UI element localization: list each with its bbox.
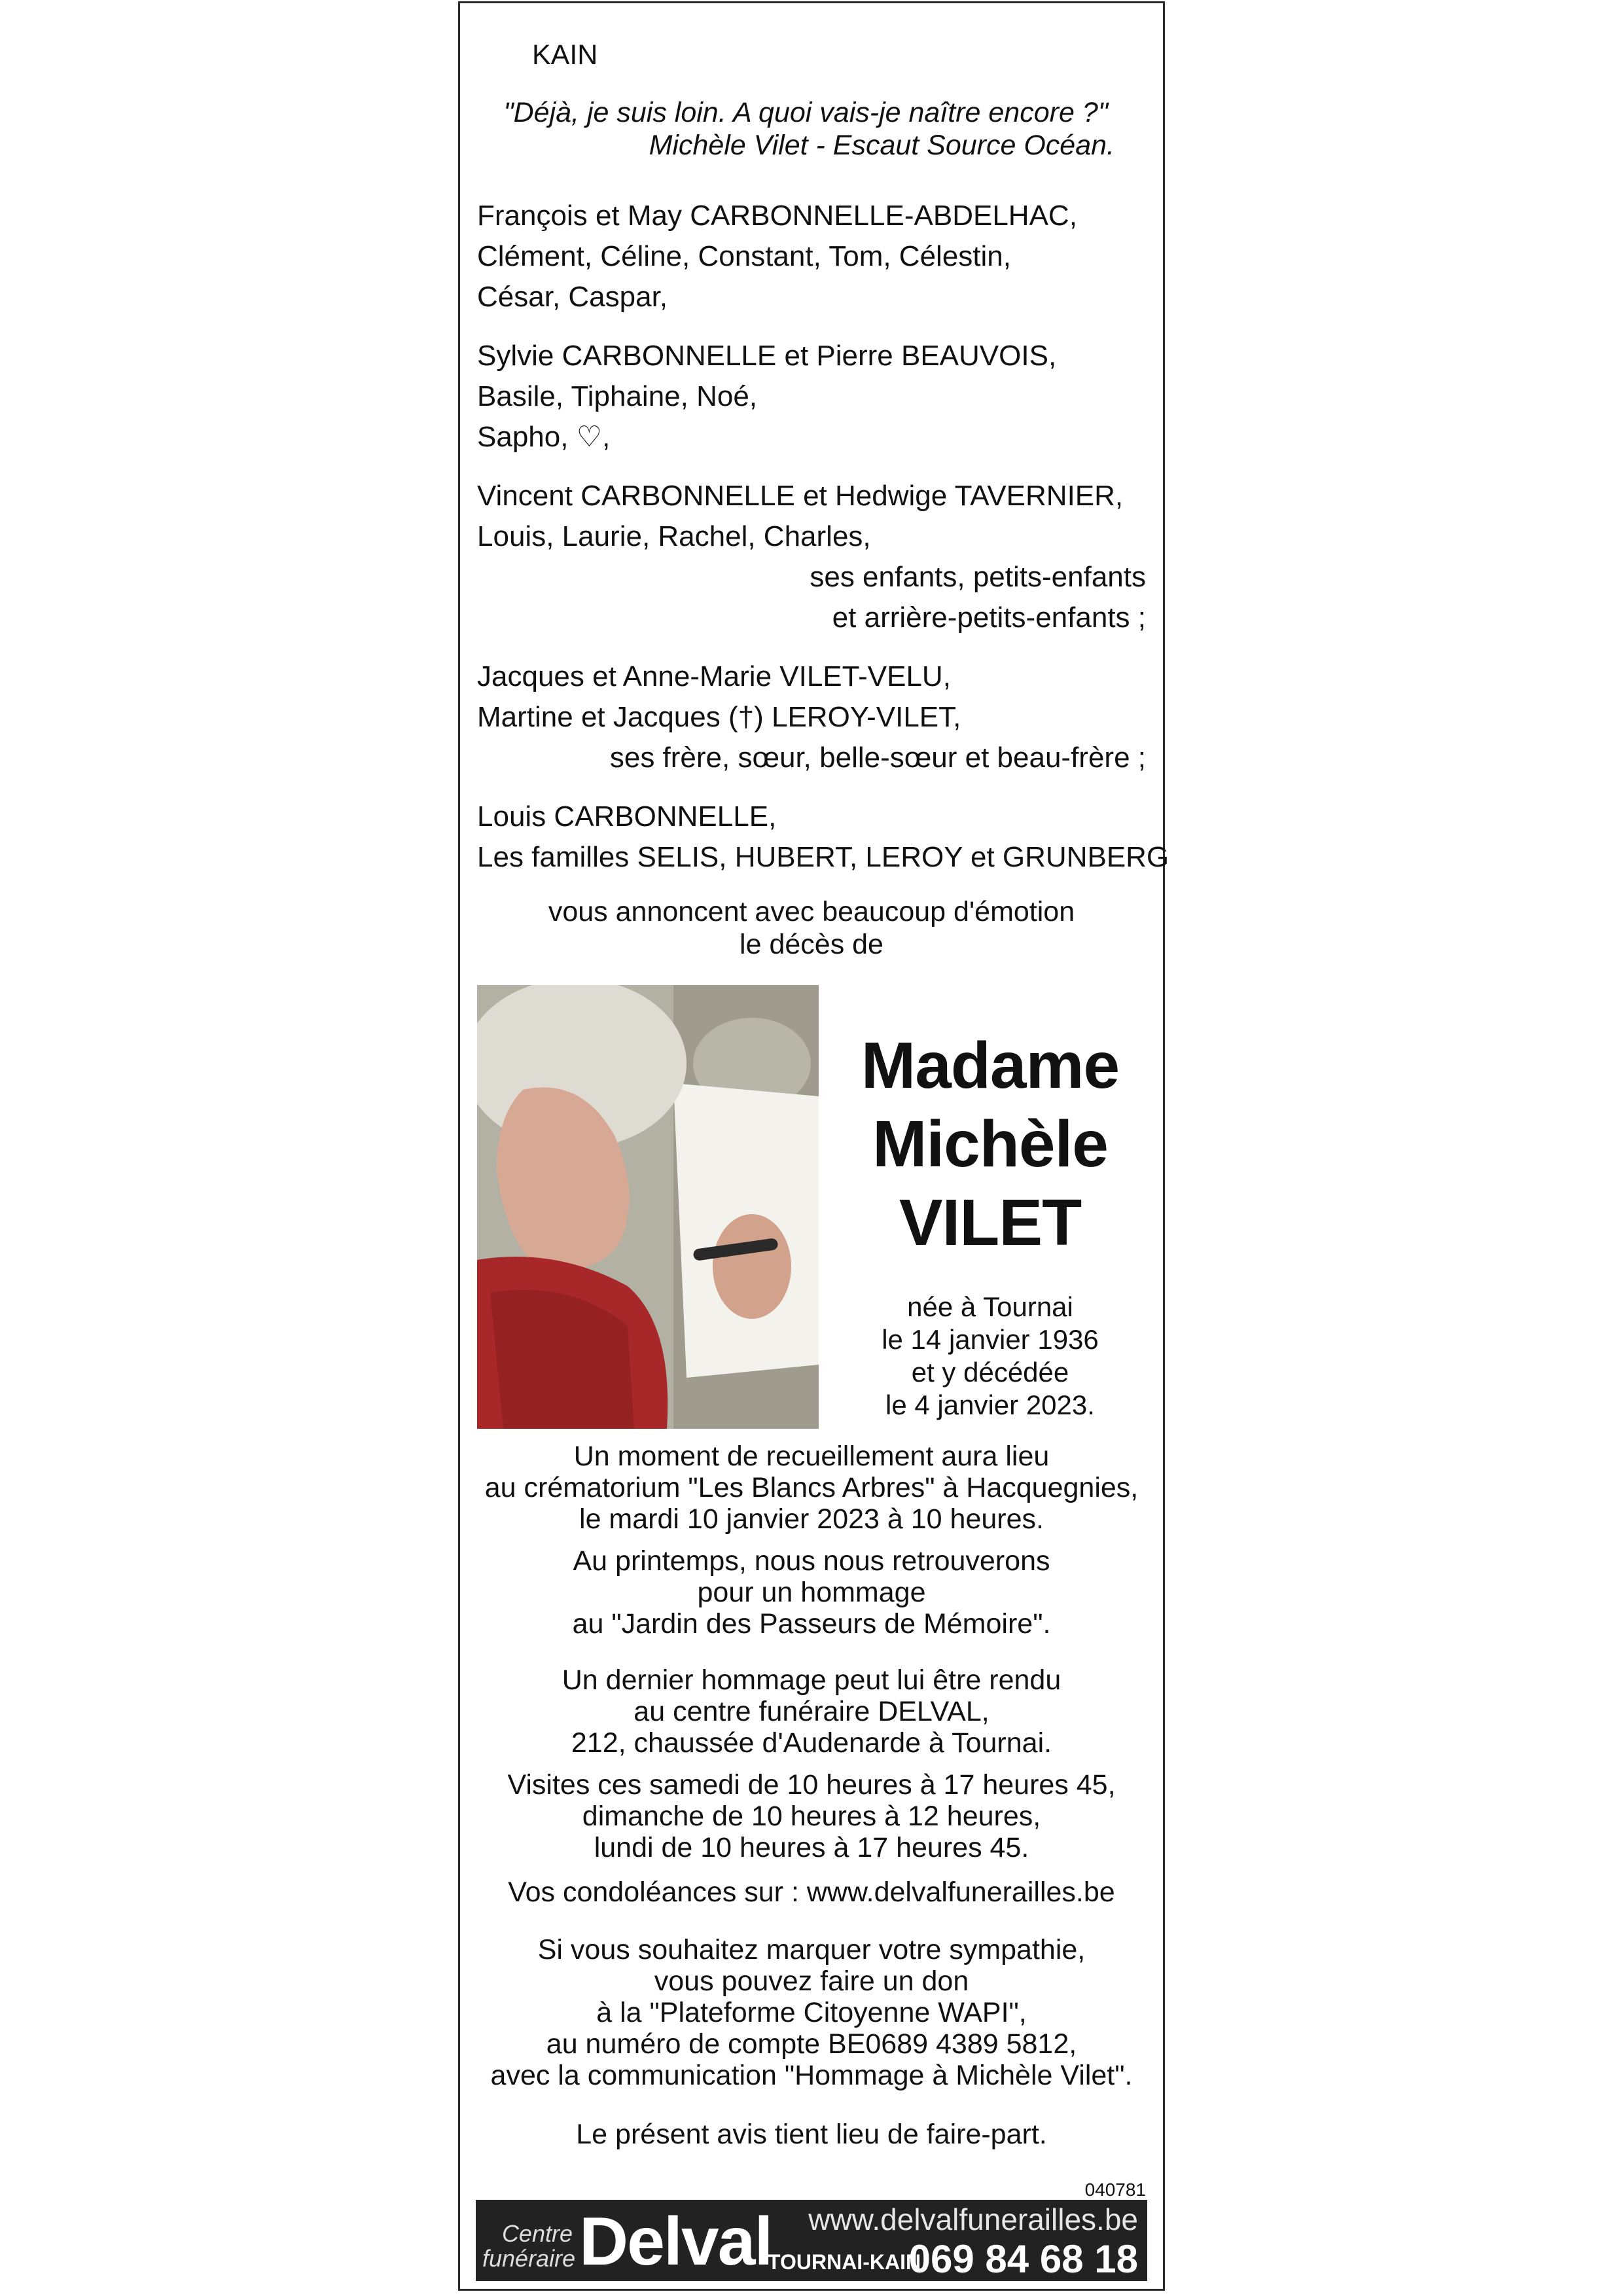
family-line: François et May CARBONNELLE-ABDELHAC,: [477, 200, 1077, 232]
footer-brand: Delval: [579, 2204, 772, 2280]
footer-website[interactable]: www.delvalfunerailles.be: [808, 2202, 1138, 2236]
birth-line: le 14 janvier 1936: [882, 1324, 1099, 1355]
ceremony-line: Un moment de recueillement aura lieu: [573, 1441, 1050, 1472]
birth-line: née à Tournai: [907, 1291, 1073, 1322]
funeral-home-banner: [476, 2200, 1147, 2281]
family-role: ses enfants, petits-enfants: [810, 561, 1146, 593]
family-line: Louis CARBONNELLE,: [477, 800, 777, 833]
quote-text: "Déjà, je suis loin. A quoi vais-je naître encore ?": [503, 97, 1108, 128]
donation-line: au numéro de compte BE0689 4389 5812,: [546, 2028, 1077, 2060]
family-role: ses frère, sœur, belle-sœur et beau-frère ;: [609, 742, 1146, 774]
footer-city: TOURNAI-KAIN: [768, 2250, 921, 2274]
deceased-last-name: VILET: [899, 1186, 1082, 1259]
location: KAIN: [532, 39, 598, 71]
footer-centre: Centre: [501, 2220, 573, 2247]
ceremony-line: au crématorium "Les Blancs Arbres" à Hacquegnies,: [484, 1472, 1139, 1503]
tribute-line: au centre funéraire DELVAL,: [633, 1696, 990, 1727]
spring-line: Au printemps, nous nous retrouverons: [573, 1545, 1050, 1577]
tribute-line: 212, chaussée d'Audenarde à Tournai.: [571, 1727, 1052, 1759]
family-line: Vincent CARBONNELLE et Hedwige TAVERNIER,: [477, 480, 1124, 512]
condolences-line: Vos condoléances sur : www.delvalfunerailles.be: [508, 1876, 1115, 1908]
family-line: Martine et Jacques (†) LEROY-VILET,: [477, 701, 961, 733]
death-line: le 4 janvier 2023.: [885, 1390, 1095, 1420]
visits-line: dimanche de 10 heures à 12 heures,: [582, 1801, 1041, 1832]
visits-line: lundi de 10 heures à 17 heures 45.: [594, 1832, 1029, 1863]
donation-line: Si vous souhaitez marquer votre sympathie,: [537, 1934, 1086, 1965]
donation-line: vous pouvez faire un don: [654, 1965, 969, 1997]
deceased-first-name: Michèle: [872, 1107, 1108, 1181]
family-line: César, Caspar,: [477, 281, 668, 313]
family-line: Clément, Céline, Constant, Tom, Célestin,: [477, 240, 1011, 272]
portrait-photo: [477, 985, 819, 1429]
spring-line: au "Jardin des Passeurs de Mémoire".: [572, 1608, 1051, 1640]
family-line: Jacques et Anne-Marie VILET-VELU,: [477, 660, 951, 692]
family-line: Louis, Laurie, Rachel, Charles,: [477, 520, 871, 552]
quote-author: Michèle Vilet - Escaut Source Océan.: [649, 130, 1115, 161]
footer-phone[interactable]: 069 84 68 18: [908, 2237, 1138, 2281]
family-line: Les familles SELIS, HUBERT, LEROY et GRUNBERG: [477, 841, 1169, 873]
announce-line: le décès de: [740, 929, 883, 960]
spring-line: pour un hommage: [697, 1577, 926, 1608]
closing-line: Le présent avis tient lieu de faire-part.: [576, 2119, 1047, 2150]
death-line: et y décédée: [911, 1357, 1069, 1388]
portrait-illustration: [477, 985, 819, 1429]
visits-line: Visites ces samedi de 10 heures à 17 heures 45,: [507, 1769, 1116, 1801]
donation-line: à la "Plateforme Citoyenne WAPI",: [596, 1997, 1027, 2028]
reference-number: 040781: [1084, 2179, 1146, 2200]
family-line: Sylvie CARBONNELLE et Pierre BEAUVOIS,: [477, 340, 1057, 372]
footer-funeraire: funéraire: [482, 2245, 576, 2272]
family-line: Basile, Tiphaine, Noé,: [477, 380, 758, 412]
family-line: Sapho, ♡,: [477, 421, 611, 453]
family-role: et arrière-petits-enfants ;: [832, 601, 1146, 634]
tribute-line: Un dernier hommage peut lui être rendu: [562, 1664, 1061, 1696]
death-notice: [458, 1, 1169, 2291]
announce-line: vous annoncent avec beaucoup d'émotion: [548, 896, 1075, 927]
deceased-title: Madame: [861, 1029, 1120, 1102]
ceremony-line: le mardi 10 janvier 2023 à 10 heures.: [579, 1503, 1044, 1535]
donation-line: avec la communication "Hommage à Michèle Vilet".: [490, 2060, 1133, 2091]
